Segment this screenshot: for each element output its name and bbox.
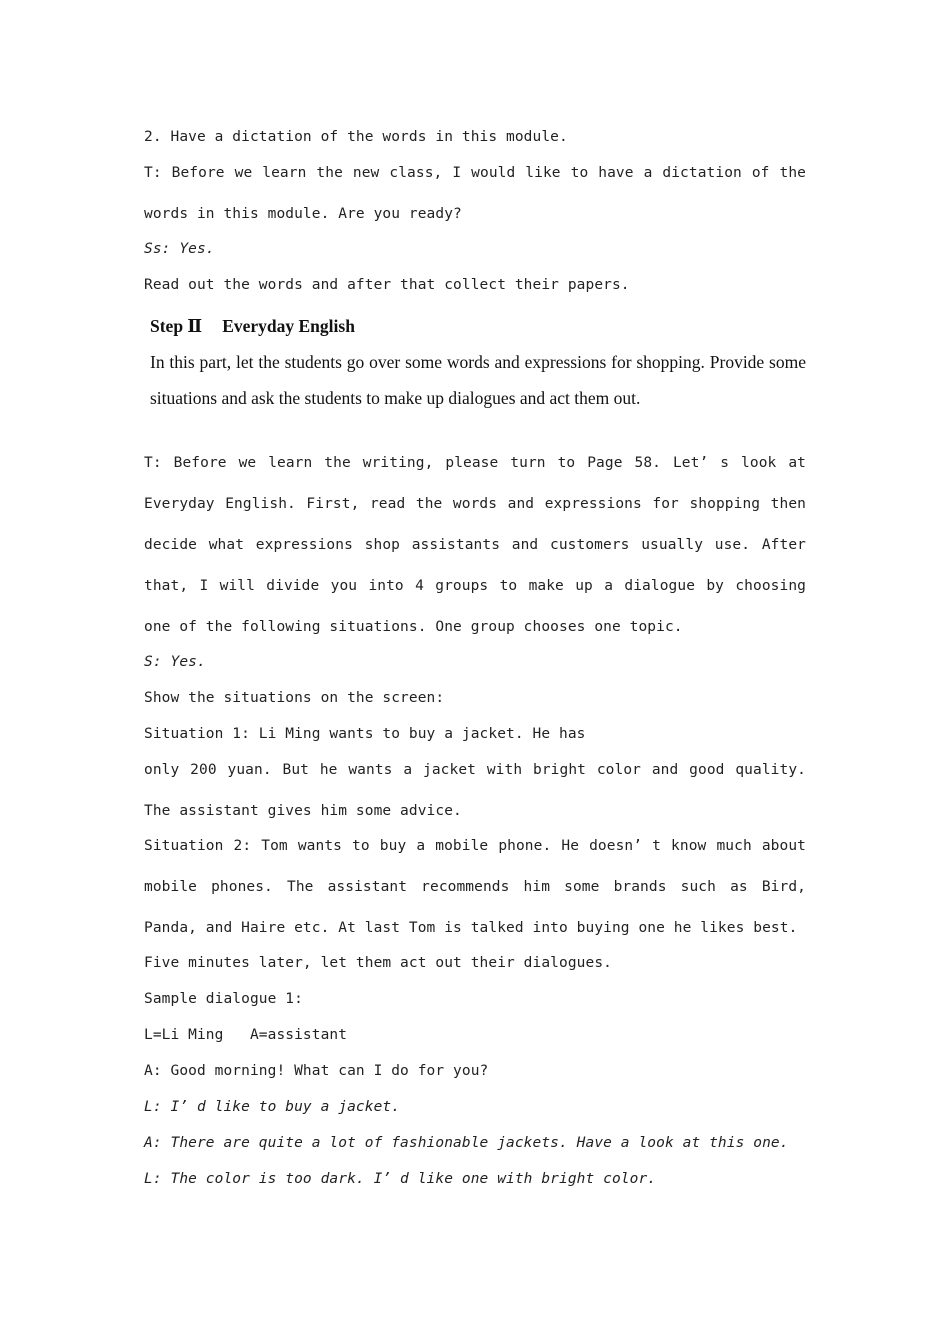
paragraph-situation-2: Situation 2: Tom wants to buy a mobile phone. He doesn’ t know much about mobile phones. The assistant recommends him some brands such as Bird, Panda, and Haire etc. At last Tom is talked into buying one he likes best. xyxy=(144,838,815,936)
step-title: Everyday English xyxy=(222,316,355,336)
paragraph-dictation-step: 2. Have a dictation of the words in this module. xyxy=(144,129,568,145)
paragraph-show-situations: Show the situations on the screen: xyxy=(144,690,445,706)
paragraph-students-reply: Ss: Yes. xyxy=(144,241,215,257)
paragraph-collect-papers: Read out the words and after that collect their papers. xyxy=(144,277,630,293)
paragraph-teacher-dictation: T: Before we learn the new class, I would like to have a dictation of the words in this module. Are you ready? xyxy=(144,165,815,222)
paragraph-situation-1-start: Situation 1: Li Ming wants to buy a jacket. He has xyxy=(144,726,586,742)
dialogue-line-4: L: The color is too dark. I’ d like one with bright color. xyxy=(144,1171,657,1187)
dialogue-line-2: L: I’ d like to buy a jacket. xyxy=(144,1099,401,1115)
paragraph-speaker-key: L=Li Ming A=assistant xyxy=(144,1027,348,1043)
dialogue-line-1: A: Good morning! What can I do for you? xyxy=(144,1063,489,1079)
step-description: In this part, let the students go over some words and expressions for shopping. Provide some situations and ask the students to make up dialogues and act them out. xyxy=(150,352,806,408)
paragraph-student-reply: S: Yes. xyxy=(144,654,206,670)
document-page xyxy=(144,124,815,1202)
step-number: Step Ⅱ xyxy=(150,316,203,336)
dialogue-line-3: A: There are quite a lot of fashionable jackets. Have a look at this one. xyxy=(144,1135,789,1151)
step-two-block xyxy=(144,314,806,416)
paragraph-act-out: Five minutes later, let them act out their dialogues. xyxy=(144,955,612,971)
paragraph-situation-1-rest: only 200 yuan. But he wants a jacket with bright color and good quality. The assistant gives him some advice. xyxy=(144,762,815,819)
paragraph-sample-dialogue-title: Sample dialogue 1: xyxy=(144,991,303,1007)
paragraph-teacher-everyday-english: T: Before we learn the writing, please turn to Page 58. Let’ s look at Everyday English. First, read the words and expressions for shopping then decide what expressions shop assistants and customers usually use. After that, I will divide you into 4 groups to make up a dialogue by choosing one of the following situations. One group chooses one topic. xyxy=(144,455,815,635)
